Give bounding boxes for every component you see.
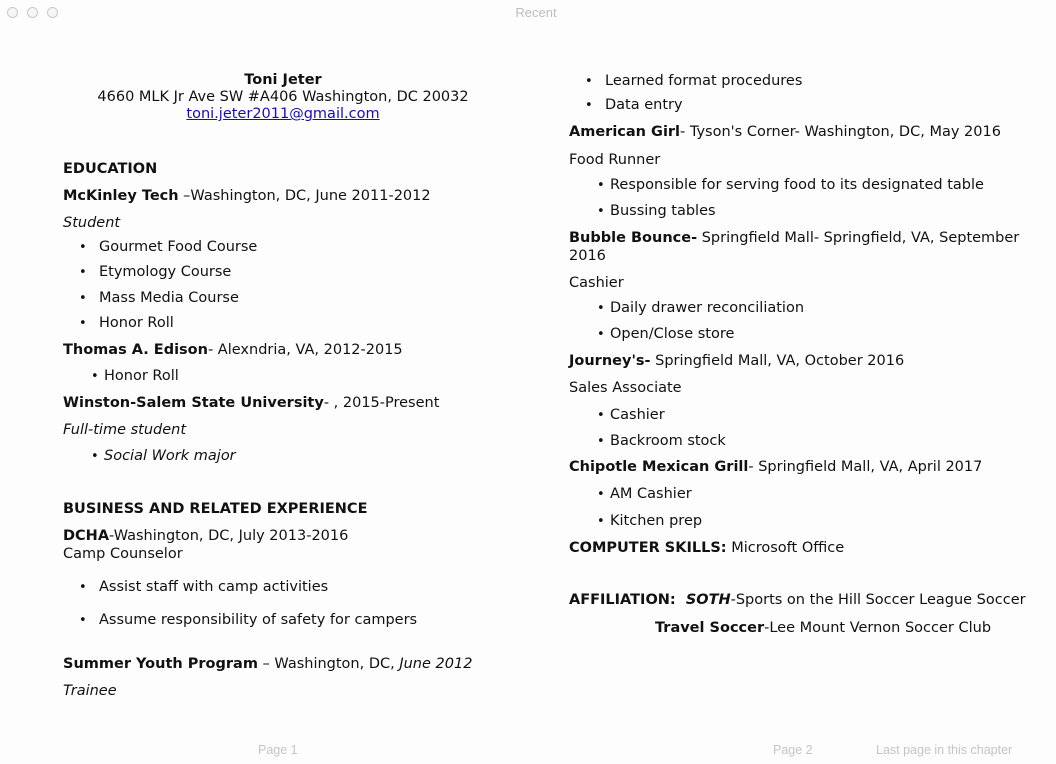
list-item: • Social Work major bbox=[63, 448, 236, 465]
list-item: • Mass Media Course bbox=[63, 290, 239, 307]
job-dcha: DCHA-Washington, DC, July 2013-2016 bbox=[63, 528, 349, 544]
window-title: Recent bbox=[515, 5, 557, 20]
list-item: • Assist staff with camp activities bbox=[63, 579, 328, 596]
list-item: • AM Cashier bbox=[569, 486, 692, 503]
job-chipotle: Chipotle Mexican Grill- Springfield Mall, VA, April 2017 bbox=[569, 459, 983, 475]
job-journeys: Journey's- Springfield Mall, VA, October 2016 bbox=[569, 353, 905, 369]
school-mckinley: McKinley Tech –Washington, DC, June 2011-2012 bbox=[63, 188, 431, 204]
experience-heading: BUSINESS AND RELATED EXPERIENCE bbox=[63, 501, 368, 517]
list-item: • Open/Close store bbox=[569, 326, 734, 343]
list-item: • Responsible for serving food to its designated table bbox=[569, 177, 984, 194]
role-trainee: Trainee bbox=[63, 683, 117, 699]
page-1-label: Page 1 bbox=[258, 743, 298, 757]
resume-name: Toni Jeter bbox=[244, 72, 322, 88]
list-item: • Daily drawer reconciliation bbox=[569, 300, 804, 317]
list-item: • Kitchen prep bbox=[569, 513, 702, 530]
affiliation-travel-soccer: Travel Soccer-Lee Mount Vernon Soccer Club bbox=[655, 620, 992, 636]
school-wssu: Winston-Salem State University- , 2015-Present bbox=[63, 395, 440, 411]
computer-skills: COMPUTER SKILLS: Microsoft Office bbox=[569, 540, 845, 556]
list-item: • Etymology Course bbox=[63, 264, 231, 281]
list-item: • Cashier bbox=[569, 407, 665, 424]
list-item: • Backroom stock bbox=[569, 433, 726, 450]
list-item: • Bussing tables bbox=[569, 203, 716, 220]
role-food-runner: Food Runner bbox=[569, 152, 661, 168]
window-titlebar bbox=[0, 0, 1056, 28]
chapter-note: Last page in this chapter bbox=[876, 743, 1013, 757]
affiliation-soth: AFFILIATION: SOTH-Sports on the Hill Soccer League Soccer bbox=[569, 592, 1026, 608]
document-page-1 bbox=[63, 72, 503, 699]
list-item: • Honor Roll bbox=[63, 368, 179, 385]
email-link[interactable]: toni.jeter2011@gmail.com bbox=[186, 106, 380, 122]
list-item: • Gourmet Food Course bbox=[63, 239, 257, 256]
role-cashier: Cashier bbox=[569, 275, 624, 291]
role-fulltime: Full-time student bbox=[63, 422, 187, 438]
job-bubble-bounce: Bubble Bounce- Springfield Mall- Springfield, VA, September bbox=[569, 230, 1020, 246]
list-item: • Honor Roll bbox=[63, 315, 174, 332]
education-heading: EDUCATION bbox=[63, 161, 158, 177]
role-student: Student bbox=[63, 215, 121, 231]
list-item: • Learned format procedures bbox=[569, 73, 802, 90]
page-2-label: Page 2 bbox=[773, 743, 813, 757]
school-edison: Thomas A. Edison- Alexndria, VA, 2012-2015 bbox=[63, 342, 403, 358]
job-american-girl: American Girl- Tyson's Corner- Washington, DC, May 2016 bbox=[569, 124, 1001, 140]
resume-address: 4660 MLK Jr Ave SW #A406 Washington, DC 20032 bbox=[97, 89, 469, 105]
list-item: • Assume responsibility of safety for campers bbox=[63, 612, 417, 629]
job-bubble-bounce-year: 2016 bbox=[569, 248, 606, 264]
job-summer-youth: Summer Youth Program – Washington, DC, June 2012 bbox=[63, 656, 473, 672]
list-item: • Data entry bbox=[569, 97, 683, 114]
role-sales-associate: Sales Associate bbox=[569, 380, 682, 396]
role-camp-counselor: Camp Counselor bbox=[63, 546, 183, 562]
